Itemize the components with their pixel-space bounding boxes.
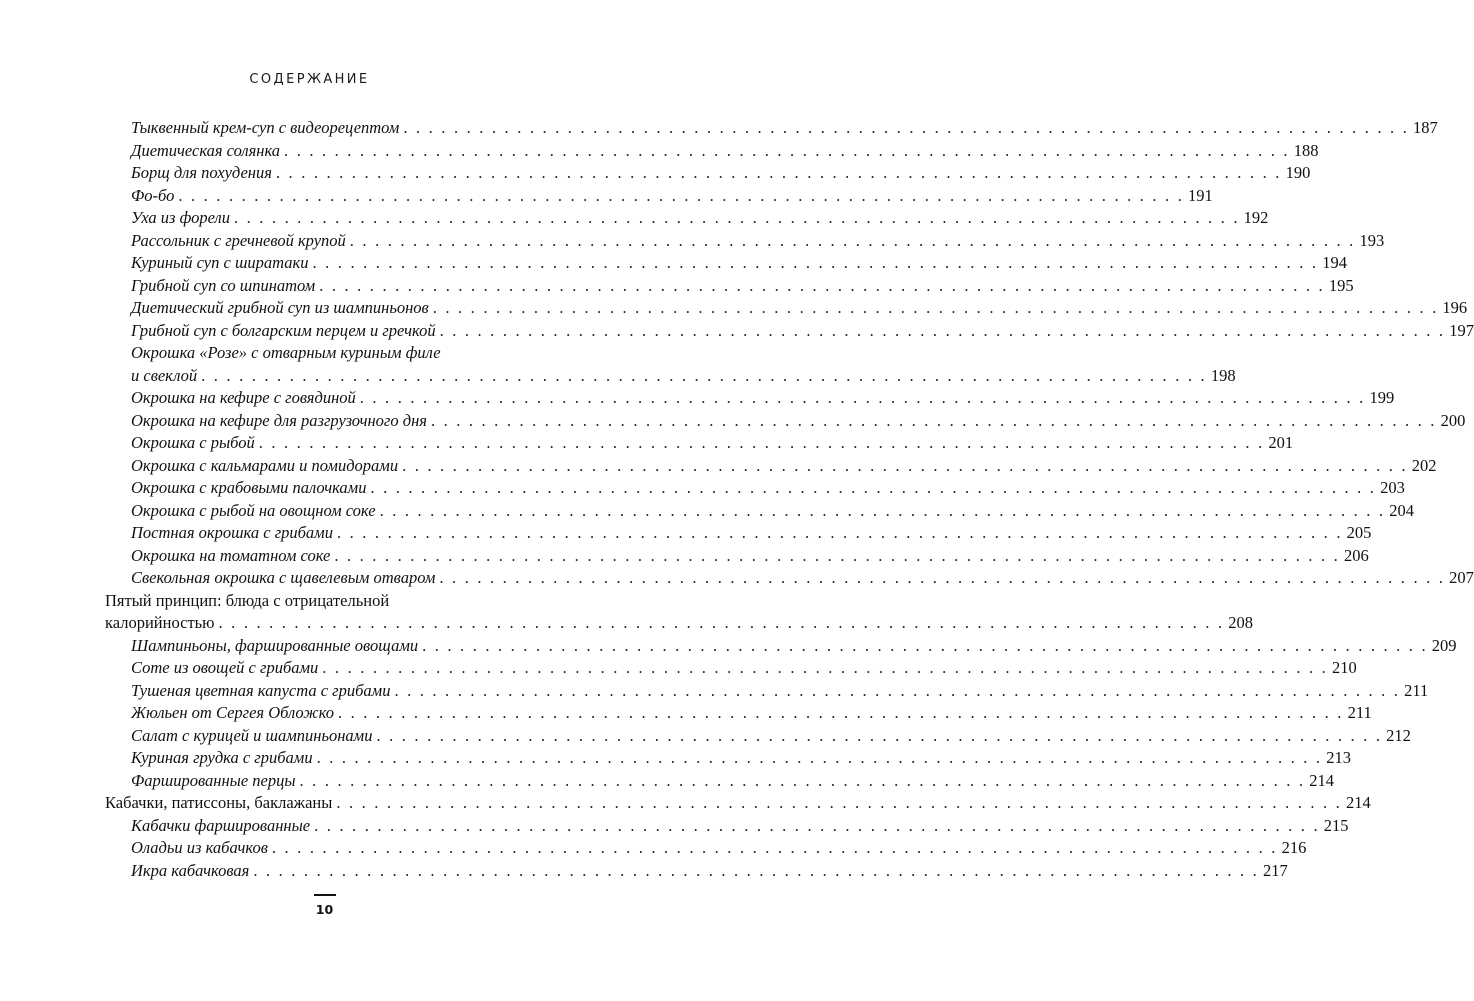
toc-leader-dots: . . . . . . . . . . . . . . . . . . . . . . . . . . . . . . . . . . . . . . . . . . . . . . . . . . . . . . . . . . . . . . . . . . . . . . . . . . . . . . . .	[299, 770, 1306, 790]
toc-entry-line	[131, 162, 1311, 185]
toc-entry-title: Окрошка «Розе» с отварным куриным филе	[131, 343, 441, 362]
toc-entry-page: 199	[1369, 388, 1395, 407]
toc-entry	[0, 410, 1466, 433]
toc-entry-page: 210	[1331, 658, 1357, 677]
toc-entry	[0, 342, 619, 365]
toc-entry-title: Фо-бо	[131, 185, 175, 205]
toc-entry-page: 208	[1228, 613, 1253, 632]
toc-entry-page: 213	[1326, 748, 1352, 767]
toc-entry	[0, 770, 1334, 793]
toc-entry	[0, 747, 1352, 770]
toc-entry-page: 215	[1323, 815, 1349, 835]
toc-entry-line	[105, 612, 1253, 635]
toc-entry	[0, 365, 1236, 388]
toc-leader-dots: . . . . . . . . . . . . . . . . . . . . . . . . . . . . . . . . . . . . . . . . . . . . . . . . . . . . . . . . . . . . . . . . . . . . . . . . . . . . . . . .	[336, 793, 1343, 812]
toc-entry	[0, 590, 619, 613]
toc-leader-dots: . . . . . . . . . . . . . . . . . . . . . . . . . . . . . . . . . . . . . . . . . . . . . . . . . . . . . . . . . . . . . . . . . . . . . . . . . . . . . . . .	[402, 455, 1408, 475]
toc-entry	[0, 612, 1253, 635]
toc-entry-page: 204	[1389, 500, 1415, 520]
toc-entry-line	[131, 320, 1474, 343]
toc-entry-page: 194	[1322, 253, 1347, 272]
toc-leader-dots: . . . . . . . . . . . . . . . . . . . . . . . . . . . . . . . . . . . . . . . . . . . . . . . . . . . . . . . . . . . . . . . . . . . . . . . . . . . . . . . .	[253, 860, 1260, 880]
toc-entry-page: 211	[1404, 680, 1429, 700]
toc-entry-line	[131, 725, 1411, 748]
toc-leader-dots: . . . . . . . . . . . . . . . . . . . . . . . . . . . . . . . . . . . . . . . . . . . . . . . . . . . . . . . . . . . . . . . . . . . . . . . . . . . . . . . .	[403, 118, 1410, 137]
page-title: СОДЕРЖАНИЕ	[249, 72, 370, 87]
toc-entry-line	[131, 860, 1288, 883]
toc-leader-dots: . . . . . . . . . . . . . . . . . . . . . . . . . . . . . . . . . . . . . . . . . . . . . . . . . . . . . . . . . . . . . . . . . . . . . . . . . . . . . . . .	[422, 635, 1428, 655]
toc-entry-line	[131, 770, 1334, 793]
toc-entry-line	[131, 410, 1466, 433]
toc-entry-page: 200	[1440, 410, 1466, 430]
toc-entry	[0, 252, 1347, 275]
toc-leader-dots: . . . . . . . . . . . . . . . . . . . . . . . . . . . . . . . . . . . . . . . . . . . . . . . . . . . . . . . . . . . . . . . . . . . . . . . . . . . . . . . .	[379, 500, 1386, 520]
toc-entry-line	[131, 207, 1269, 230]
toc-entry-title: Салат с курицей и шампиньонами	[131, 725, 373, 745]
toc-entry-page: 216	[1281, 838, 1307, 857]
toc-entry-line	[131, 500, 1415, 523]
toc-leader-dots: . . . . . . . . . . . . . . . . . . . . . . . . . . . . . . . . . . . . . . . . . . . . . . . . . . . . . . . . . . . . . . . . . . . . . . . . . . . . . . . .	[316, 748, 1323, 767]
toc-leader-dots: . . . . . . . . . . . . . . . . . . . . . . . . . . . . . . . . . . . . . . . . . . . . . . . . . . . . . . . . . . . . . . . . . . . . . . . . . . . . . . . .	[430, 410, 1437, 430]
toc-entry-page: 214	[1309, 770, 1334, 790]
toc-entry-title: Окрошка с рыбой	[131, 433, 255, 452]
toc-entry-title: Окрошка на кефире с говядиной	[131, 388, 356, 407]
toc-entry-line	[131, 837, 1307, 860]
toc-leader-dots: . . . . . . . . . . . . . . . . . . . . . . . . . . . . . . . . . . . . . . . . . . . . . . . . . . . . . . . . . . . . . . . . . . . . . . . . . . . . . . . .	[376, 725, 1383, 745]
toc-entry-title: Пятый принцип: блюда с отрицательной	[105, 590, 390, 610]
toc-entry-title: Шампиньоны, фаршированные овощами	[131, 635, 419, 655]
toc-entry-title: Оладьи из кабачков	[131, 838, 268, 857]
toc-leader-dots: . . . . . . . . . . . . . . . . . . . . . . . . . . . . . . . . . . . . . . . . . . . . . . . . . . . . . . . . . . . . . . . . . . . . . . . . . . . . . . . .	[439, 568, 1446, 587]
toc-entry	[0, 567, 1474, 590]
toc-entry-page: 217	[1263, 860, 1288, 880]
toc-entry	[0, 657, 1357, 680]
toc-entry	[0, 432, 1294, 455]
toc-entry-title: Кабачки фаршированные	[131, 815, 311, 835]
toc-entry-page: 198	[1210, 365, 1236, 385]
toc-entry-line	[131, 657, 1357, 680]
toc-entry	[0, 545, 1369, 568]
toc-entry-page: 190	[1285, 163, 1311, 182]
toc-leader-dots: . . . . . . . . . . . . . . . . . . . . . . . . . . . . . . . . . . . . . . . . . . . . . . . . . . . . . . . . . . . . . . . . . . . . . . . . . . . . . . . .	[312, 253, 1319, 272]
toc-entry	[0, 162, 1311, 185]
toc-entry-line	[131, 680, 1429, 703]
toc-entry-line	[131, 702, 1372, 725]
toc-entry	[0, 815, 1349, 838]
toc-entry-page: 207	[1449, 568, 1474, 587]
toc-entry-line	[131, 297, 1468, 320]
toc-entry	[0, 500, 1415, 523]
toc-entry	[0, 207, 1269, 230]
toc-entry	[0, 860, 1288, 883]
toc-entry-title: Борщ для похудения	[131, 163, 272, 182]
toc-entry	[0, 725, 1411, 748]
toc-entry	[0, 635, 1457, 658]
toc-entry-page: 209	[1431, 635, 1457, 655]
toc-entry-title: калорийностью	[105, 613, 215, 632]
toc-entry-title: Фаршированные перцы	[131, 770, 296, 790]
toc-entry-page: 211	[1347, 703, 1372, 722]
toc-entry	[0, 185, 1213, 208]
toc-entry	[0, 680, 1429, 703]
toc-entry-title: Грибной суп с болгарским перцем и гречкой	[131, 320, 436, 340]
toc-entry-title: Окрошка с кальмарами и помидорами	[131, 455, 399, 475]
toc-leader-dots: . . . . . . . . . . . . . . . . . . . . . . . . . . . . . . . . . . . . . . . . . . . . . . . . . . . . . . . . . . . . . . . . . . . . . . . . . . . . . . . .	[314, 815, 1320, 835]
toc-entry	[0, 387, 1395, 410]
toc-entry-title: Соте из овощей с грибами	[131, 658, 319, 677]
toc-entry-page: 214	[1346, 793, 1371, 812]
toc-entry-title: Окрошка на томатном соке	[131, 545, 331, 565]
toc-entry	[0, 522, 1372, 545]
page-number: 10	[315, 902, 334, 917]
toc-entry-line	[131, 477, 1405, 500]
toc-leader-dots: . . . . . . . . . . . . . . . . . . . . . . . . . . . . . . . . . . . . . . . . . . . . . . . . . . . . . . . . . . . . . . . . . . . . . . . . . . . . . . . .	[394, 680, 1401, 700]
toc-entry-page: 205	[1346, 523, 1372, 542]
toc-entry	[0, 230, 1385, 253]
toc-leader-dots: . . . . . . . . . . . . . . . . . . . . . . . . . . . . . . . . . . . . . . . . . . . . . . . . . . . . . . . . . . . . . . . . . . . . . . . . . . . . . . . .	[432, 298, 1439, 317]
toc-leader-dots: . . . . . . . . . . . . . . . . . . . . . . . . . . . . . . . . . . . . . . . . . . . . . . . . . . . . . . . . . . . . . . . . . . . . . . . . . . . . . . . .	[233, 208, 1240, 227]
toc-entry-line	[105, 792, 1371, 815]
toc-entry-title: Куриный суп с ширатаки	[131, 253, 309, 272]
toc-entry	[0, 140, 1319, 163]
toc-entry-page: 196	[1442, 298, 1468, 317]
toc-entry-title: Окрошка на кефире для разгрузочного дня	[131, 410, 427, 430]
toc-entry-line	[131, 185, 1213, 208]
toc-leader-dots: . . . . . . . . . . . . . . . . . . . . . . . . . . . . . . . . . . . . . . . . . . . . . . . . . . . . . . . . . . . . . . . . . . . . . . . . . . . . . . . .	[439, 320, 1446, 340]
toc-entry-page: 201	[1268, 433, 1294, 452]
toc-entry	[0, 275, 1354, 298]
toc-entry-line	[131, 342, 546, 365]
toc-entry-title: Уха из форели	[131, 208, 230, 227]
toc-entry-page: 193	[1359, 230, 1385, 250]
toc-entry-line	[131, 545, 1369, 568]
toc-entry-line	[131, 815, 1349, 838]
toc-entry	[0, 320, 1474, 343]
toc-entry-line	[131, 365, 1236, 388]
toc-leader-dots: . . . . . . . . . . . . . . . . . . . . . . . . . . . . . . . . . . . . . . . . . . . . . . . . . . . . . . . . . . . . . . . . . . . . . . . . . . . . . . . .	[201, 365, 1207, 385]
toc-entry-line	[131, 747, 1352, 770]
toc-entry-title: Куриная грудка с грибами	[131, 748, 313, 767]
toc-entry	[0, 455, 1437, 478]
toc-entry-page: 195	[1328, 275, 1354, 295]
toc-entry-title: Кабачки, патиссоны, баклажаны	[105, 793, 333, 812]
toc-entry-title: и свеклой	[131, 365, 198, 385]
toc-entry-page: 187	[1413, 118, 1438, 137]
toc-entry-line	[131, 522, 1372, 545]
toc-leader-dots: . . . . . . . . . . . . . . . . . . . . . . . . . . . . . . . . . . . . . . . . . . . . . . . . . . . . . . . . . . . . . . . . . . . . . . . . . . . . . . . .	[178, 185, 1185, 205]
toc-entry-line	[131, 432, 1294, 455]
toc-entry-line	[131, 275, 1354, 298]
toc-entry-line	[131, 635, 1457, 658]
toc-entry-line	[131, 252, 1347, 275]
toc-entry-page: 192	[1243, 208, 1269, 227]
toc-entry-title: Окрошка с рыбой на овощном соке	[131, 500, 376, 520]
toc-leader-dots: . . . . . . . . . . . . . . . . . . . . . . . . . . . . . . . . . . . . . . . . . . . . . . . . . . . . . . . . . . . . . . . . . . . . . . . . . . . . . . . .	[349, 230, 1356, 250]
toc-entry	[0, 477, 1405, 500]
toc-entry	[0, 792, 1371, 815]
toc-entry-page: 188	[1293, 140, 1319, 160]
toc-entry-line	[131, 140, 1319, 163]
toc-entry-line	[131, 230, 1385, 253]
toc-leader-dots: . . . . . . . . . . . . . . . . . . . . . . . . . . . . . . . . . . . . . . . . . . . . . . . . . . . . . . . . . . . . . . . . . . . . . . . . . . . . . . . .	[258, 433, 1265, 452]
table-of-contents	[0, 117, 1474, 882]
toc-entry-title: Диетический грибной суп из шампиньонов	[131, 298, 429, 317]
toc-entry-page: 197	[1449, 320, 1474, 340]
toc-entry	[0, 297, 1468, 320]
toc-leader-dots: . . . . . . . . . . . . . . . . . . . . . . . . . . . . . . . . . . . . . . . . . . . . . . . . . . . . . . . . . . . . . . . . . . . . . . . . . . . . . . . .	[337, 703, 1344, 722]
toc-entry-page: 206	[1344, 545, 1369, 565]
toc-leader-dots: . . . . . . . . . . . . . . . . . . . . . . . . . . . . . . . . . . . . . . . . . . . . . . . . . . . . . . . . . . . . . . . . . . . . . . . . . . . . . . . .	[218, 613, 1225, 632]
toc-entry-page: 212	[1386, 725, 1411, 745]
toc-leader-dots: . . . . . . . . . . . . . . . . . . . . . . . . . . . . . . . . . . . . . . . . . . . . . . . . . . . . . . . . . . . . . . . . . . . . . . . . . . . . . . . .	[275, 163, 1282, 182]
toc-entry-title: Тушеная цветная капуста с грибами	[131, 680, 391, 700]
toc-entry	[0, 702, 1372, 725]
toc-entry-title: Тыквенный крем-суп с видеорецептом	[131, 118, 400, 137]
toc-entry-title: Свекольная окрошка с щавелевым отваром	[131, 568, 436, 587]
toc-entry-title: Грибной суп со шпинатом	[131, 275, 316, 295]
toc-entry-line	[131, 455, 1437, 478]
page-number-rule	[314, 894, 336, 896]
toc-leader-dots: . . . . . . . . . . . . . . . . . . . . . . . . . . . . . . . . . . . . . . . . . . . . . . . . . . . . . . . . . . . . . . . . . . . . . . . . . . . . . . . .	[319, 275, 1325, 295]
toc-entry-line	[131, 117, 1438, 140]
toc-entry	[0, 117, 1438, 140]
toc-leader-dots: . . . . . . . . . . . . . . . . . . . . . . . . . . . . . . . . . . . . . . . . . . . . . . . . . . . . . . . . . . . . . . . . . . . . . . . . . . . . . . . .	[334, 545, 1341, 565]
toc-entry	[0, 837, 1307, 860]
toc-entry-page: 191	[1188, 185, 1213, 205]
toc-entry-title: Постная окрошка с грибами	[131, 523, 333, 542]
toc-leader-dots: . . . . . . . . . . . . . . . . . . . . . . . . . . . . . . . . . . . . . . . . . . . . . . . . . . . . . . . . . . . . . . . . . . . . . . . . . . . . . . . .	[271, 838, 1278, 857]
toc-entry-title: Жюльен от Сергея Обложко	[131, 703, 334, 722]
toc-entry-title: Окрошка с крабовыми палочками	[131, 478, 367, 497]
toc-entry-title: Рассольник с гречневой крупой	[131, 230, 346, 250]
toc-leader-dots: . . . . . . . . . . . . . . . . . . . . . . . . . . . . . . . . . . . . . . . . . . . . . . . . . . . . . . . . . . . . . . . . . . . . . . . . . . . . . . . .	[284, 140, 1290, 160]
toc-leader-dots: . . . . . . . . . . . . . . . . . . . . . . . . . . . . . . . . . . . . . . . . . . . . . . . . . . . . . . . . . . . . . . . . . . . . . . . . . . . . . . . .	[370, 478, 1377, 497]
toc-entry-title: Диетическая солянка	[131, 140, 281, 160]
toc-entry-title: Икра кабачковая	[131, 860, 250, 880]
toc-entry-page: 203	[1380, 478, 1405, 497]
toc-leader-dots: . . . . . . . . . . . . . . . . . . . . . . . . . . . . . . . . . . . . . . . . . . . . . . . . . . . . . . . . . . . . . . . . . . . . . . . . . . . . . . . .	[336, 523, 1343, 542]
toc-entry-page: 202	[1411, 455, 1437, 475]
toc-leader-dots: . . . . . . . . . . . . . . . . . . . . . . . . . . . . . . . . . . . . . . . . . . . . . . . . . . . . . . . . . . . . . . . . . . . . . . . . . . . . . . . .	[322, 658, 1328, 677]
toc-leader-dots: . . . . . . . . . . . . . . . . . . . . . . . . . . . . . . . . . . . . . . . . . . . . . . . . . . . . . . . . . . . . . . . . . . . . . . . . . . . . . . . .	[359, 388, 1366, 407]
toc-entry-line	[131, 567, 1474, 590]
toc-entry-line	[131, 387, 1395, 410]
toc-entry-line	[105, 590, 546, 613]
